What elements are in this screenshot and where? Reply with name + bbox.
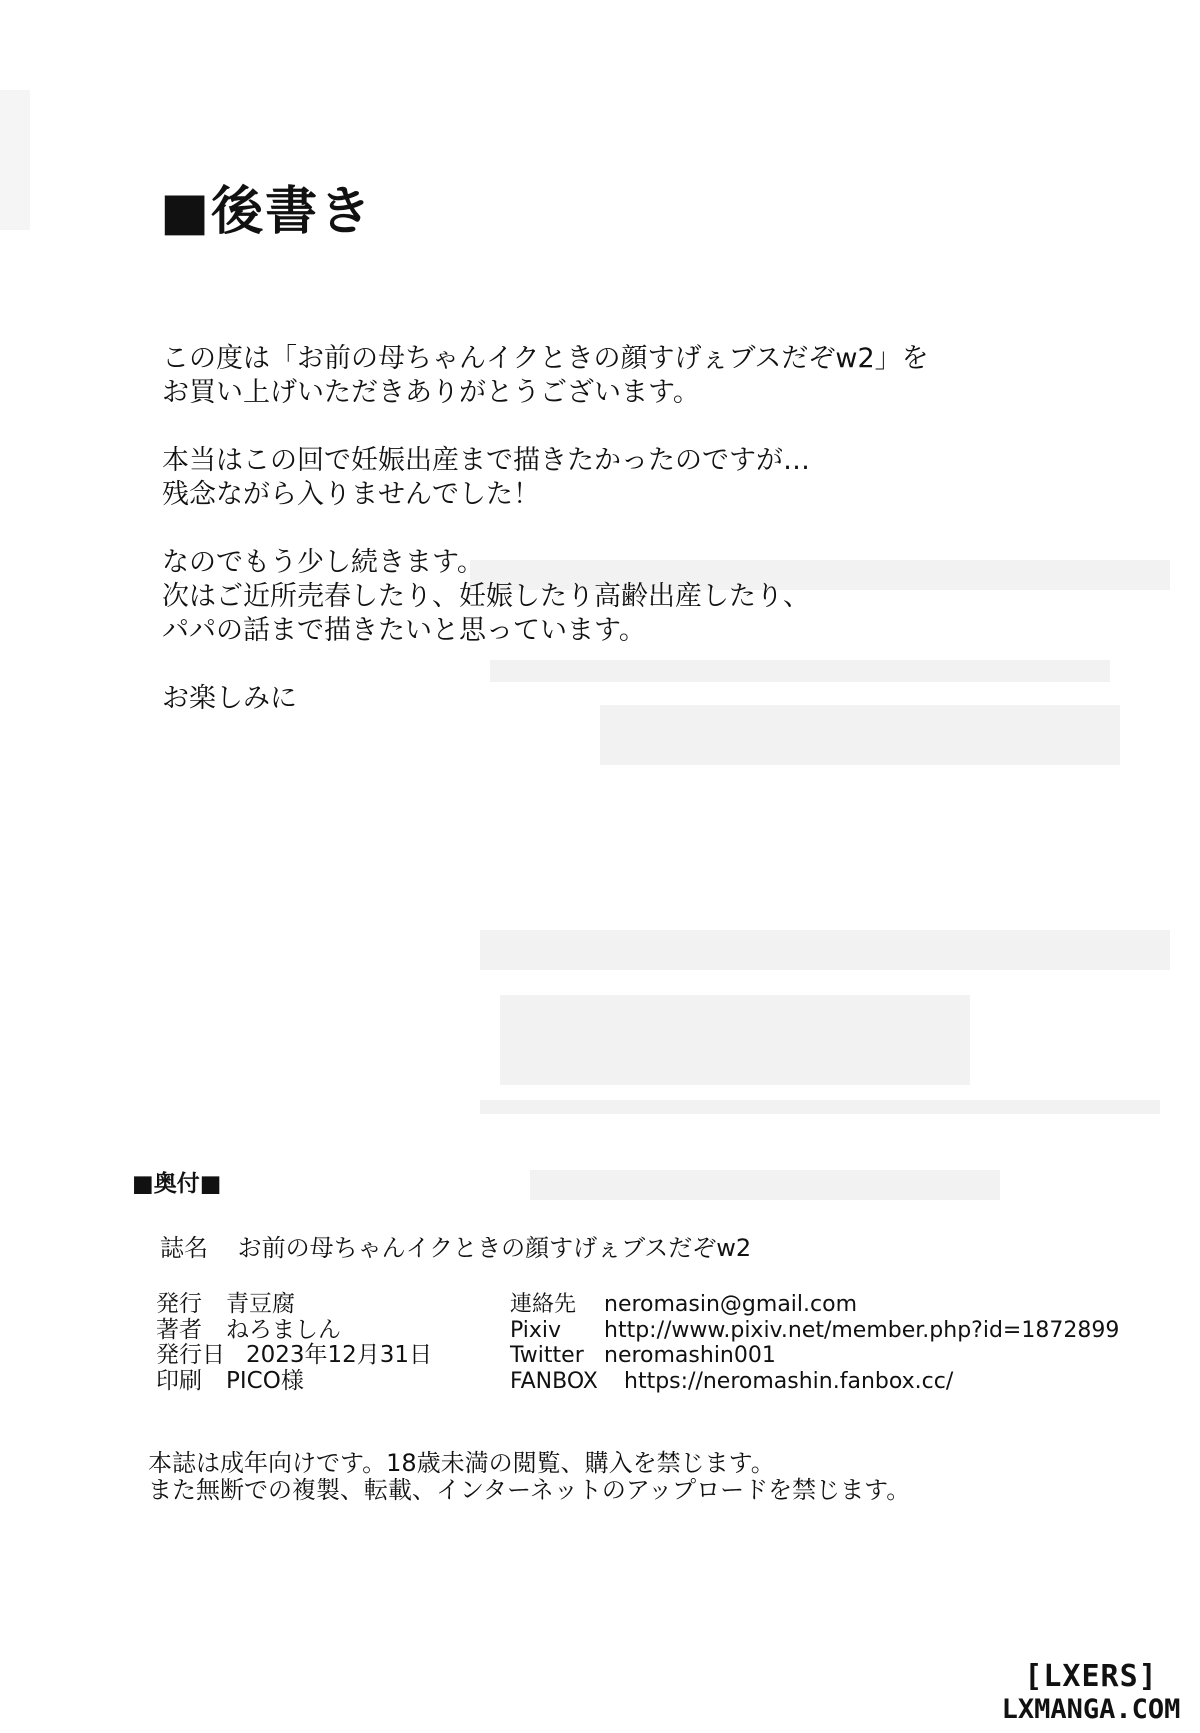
contact-email: neromasin@gmail.com <box>604 1292 858 1317</box>
show-through-mark <box>500 995 970 1085</box>
colophon-value: 青豆腐 <box>226 1291 295 1317</box>
afterword-line: 次はご近所売春したり、妊娠したり高齢出産したり、 <box>162 581 810 612</box>
show-through-mark <box>480 1100 1160 1114</box>
show-through-mark <box>0 90 30 230</box>
legal-notice-line: また無断での複製、転載、インターネットのアップロードを禁じます。 <box>148 1476 911 1504</box>
contact-label: Twitter <box>510 1343 584 1368</box>
afterword-line: 本当はこの回で妊娠出産まで描きたかったのですが… <box>162 445 810 476</box>
show-through-mark <box>480 930 1170 970</box>
colophon-label: 発行 <box>156 1291 202 1317</box>
afterword-paragraph <box>162 444 1022 512</box>
contact-label: Pixiv <box>510 1317 562 1343</box>
colophon-publication-info <box>156 1292 432 1394</box>
colophon-title-value: お前の母ちゃんイクときの顔すげぇブスだぞw2 <box>237 1234 752 1262</box>
colophon-row <box>156 1318 432 1344</box>
contact-label: 連絡先 <box>510 1292 577 1317</box>
afterword-line: お楽しみに <box>162 683 297 714</box>
contact-row <box>510 1318 1119 1344</box>
site-watermark <box>996 1659 1186 1725</box>
legal-notice-line: 本誌は成年向けです。18歳未満の閲覧、購入を禁じます。 <box>148 1449 775 1477</box>
watermark-site: LXMANGA.COM <box>1001 1694 1181 1725</box>
contact-row <box>510 1343 1119 1369</box>
show-through-mark <box>530 1170 1000 1200</box>
colophon-value: 2023年12月31日 <box>246 1342 433 1368</box>
colophon-label: 発行日 <box>156 1342 225 1368</box>
colophon-title-row <box>160 1228 751 1263</box>
colophon-row <box>156 1369 432 1395</box>
afterword-heading: ■後書き <box>160 182 374 242</box>
colophon-value: ねろましん <box>226 1316 341 1343</box>
afterword-line: お買い上げいただきありがとうございます。 <box>162 377 700 408</box>
colophon-label: 著者 <box>156 1316 202 1343</box>
afterword-paragraph <box>162 546 1022 648</box>
afterword-body <box>162 342 1022 750</box>
watermark-brand: [LXERS] <box>1024 1659 1158 1694</box>
colophon-row <box>156 1292 432 1318</box>
afterword-paragraph <box>162 342 1022 410</box>
contact-row <box>510 1292 1119 1318</box>
afterword-line: パパの話まで描きたいと思っています。 <box>162 615 646 646</box>
pixiv-url: http://www.pixiv.net/member.php?id=1872899 <box>604 1317 1120 1343</box>
fanbox-url: https://neromashin.fanbox.cc/ <box>624 1368 954 1394</box>
colophon-value: PICO様 <box>226 1367 304 1394</box>
legal-notice <box>148 1450 910 1504</box>
contact-row <box>510 1369 1119 1395</box>
contact-label: FANBOX <box>510 1368 598 1394</box>
afterword-line: この度は「お前の母ちゃんイクときの顔すげぇブスだぞw2」を <box>162 343 929 374</box>
afterword-paragraph <box>162 682 1022 716</box>
afterword-line: 残念ながら入りませんでした！ <box>162 479 540 510</box>
afterword-line: なのでもう少し続きます。 <box>162 547 484 578</box>
colophon-title-label: 誌名 <box>160 1234 208 1262</box>
colophon-contact-info <box>510 1292 1119 1394</box>
twitter-handle: neromashin001 <box>604 1343 776 1368</box>
colophon-heading: ■奥付■ <box>132 1171 222 1197</box>
colophon-label: 印刷 <box>156 1367 202 1394</box>
colophon-row <box>156 1343 432 1369</box>
